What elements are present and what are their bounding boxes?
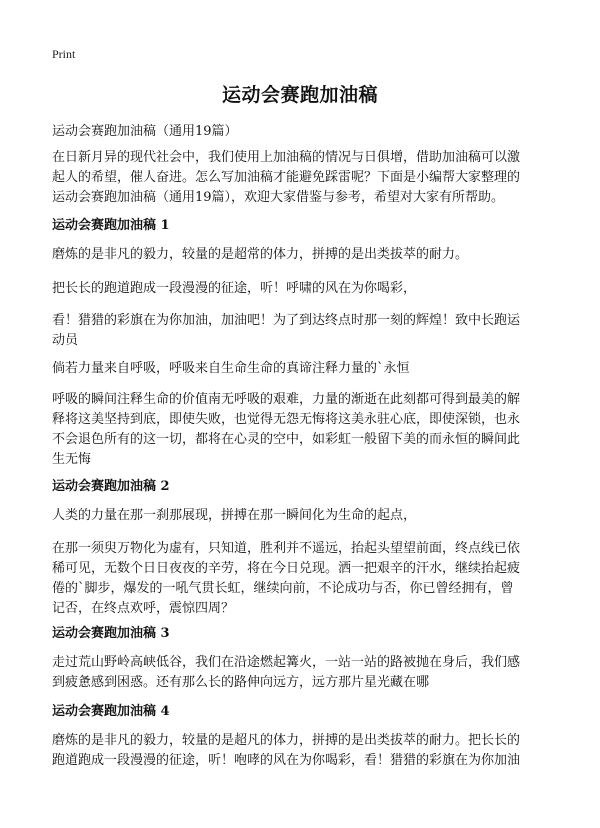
text-line: 动员 xyxy=(52,333,79,348)
paragraph xyxy=(52,539,552,619)
section-heading-3: 运动会赛跑加油稿 3 xyxy=(52,626,170,641)
print-link[interactable]: Print xyxy=(52,47,76,61)
section-heading-4: 运动会赛跑加油稿 4 xyxy=(52,704,170,719)
text-line: 呼吸的瞬间注释生命的价值南无呼吸的艰难，力量的渐逝在此刻都可得到最美的解 xyxy=(52,392,521,407)
paragraph xyxy=(52,653,552,693)
text-line: 在那一须臾万物化为虚有，只知道，胜利并不遥远，抬起头望望前面，终点线已依 xyxy=(52,541,521,556)
paragraph xyxy=(52,279,552,299)
text-line: 释将这美坚持到底，即使失败，也觉得无怨无悔将这美永驻心底，即使深锁，也永 xyxy=(52,412,521,427)
subtitle: 运动会赛跑加油稿（通用19篇） xyxy=(52,124,238,139)
text-line: 跑道跑成一段漫漫的征途，听！咆哮的风在为你喝彩，看！猎猎的彩旗在为你加油 xyxy=(52,753,521,768)
text-line: 运动会赛跑加油稿（通用19篇），欢迎大家借鉴与参考，希望对大家有所帮助。 xyxy=(52,190,505,205)
paragraph xyxy=(52,731,552,771)
paragraph xyxy=(52,359,552,379)
section-heading-2: 运动会赛跑加油稿 2 xyxy=(52,479,170,494)
text-line: 磨炼的是非凡的毅力，较量的是超常的体力，拼搏的是出类拔萃的耐力。 xyxy=(52,247,469,262)
text-line: 倦的`脚步，爆发的一吼气贯长虹，继续向前，不论成功与否，你已曾经拥有，曾 xyxy=(52,581,514,596)
text-line: 人类的力量在那一刹那展现，拼搏在那一瞬间化为生命的起点， xyxy=(52,508,417,523)
paragraph xyxy=(52,390,552,470)
text-line: 记否，在终点欢呼，震惊四周？ xyxy=(52,601,235,616)
text-line: 走过荒山野岭高峡低谷，我们在沿途燃起篝火，一站一站的路被抛在身后，我们感 xyxy=(52,655,521,670)
section-heading-1: 运动会赛跑加油稿 1 xyxy=(52,218,170,233)
paragraph xyxy=(52,506,552,526)
text-line: 看！猎猎的彩旗在为你加油，加油吧！为了到达终点时那一刻的辉煌！致中长跑运 xyxy=(52,313,521,328)
text-line: 起人的希望，催人奋进。怎么写加油稿才能避免踩雷呢？下面是小编帮大家整理的 xyxy=(52,170,521,185)
text-line: 不会退色所有的这一切，都将在心灵的空中，如彩虹一般留下美的而永恒的瞬间此 xyxy=(52,432,521,447)
text-line: 稀可见，无数个日日夜夜的辛劳，将在今日兑现。洒一把艰辛的汗水，继续抬起疲 xyxy=(52,561,521,576)
intro-paragraph xyxy=(52,148,552,208)
text-line: 磨炼的是非凡的毅力，较量的是超凡的体力，拼搏的是出类拔萃的耐力。把长长的 xyxy=(52,733,521,748)
paragraph xyxy=(52,245,552,265)
text-line: 生无悔 xyxy=(52,452,92,467)
text-line: 把长长的跑道跑成一段漫漫的征途，听！呼啸的风在为你喝彩， xyxy=(52,281,417,296)
page-title: 运动会赛跑加油稿 xyxy=(221,84,378,106)
text-line: 到疲惫感到困惑。还有那么长的路伸向远方，远方那片星光藏在哪 xyxy=(52,675,430,690)
text-line: 倘若力量来自呼吸，呼吸来自生命生命的真谛注释力量的`永恒 xyxy=(52,361,410,376)
paragraph xyxy=(52,311,552,351)
text-line: 在日新月异的现代社会中，我们使用上加油稿的情况与日俱增，借助加油稿可以激 xyxy=(52,150,521,165)
